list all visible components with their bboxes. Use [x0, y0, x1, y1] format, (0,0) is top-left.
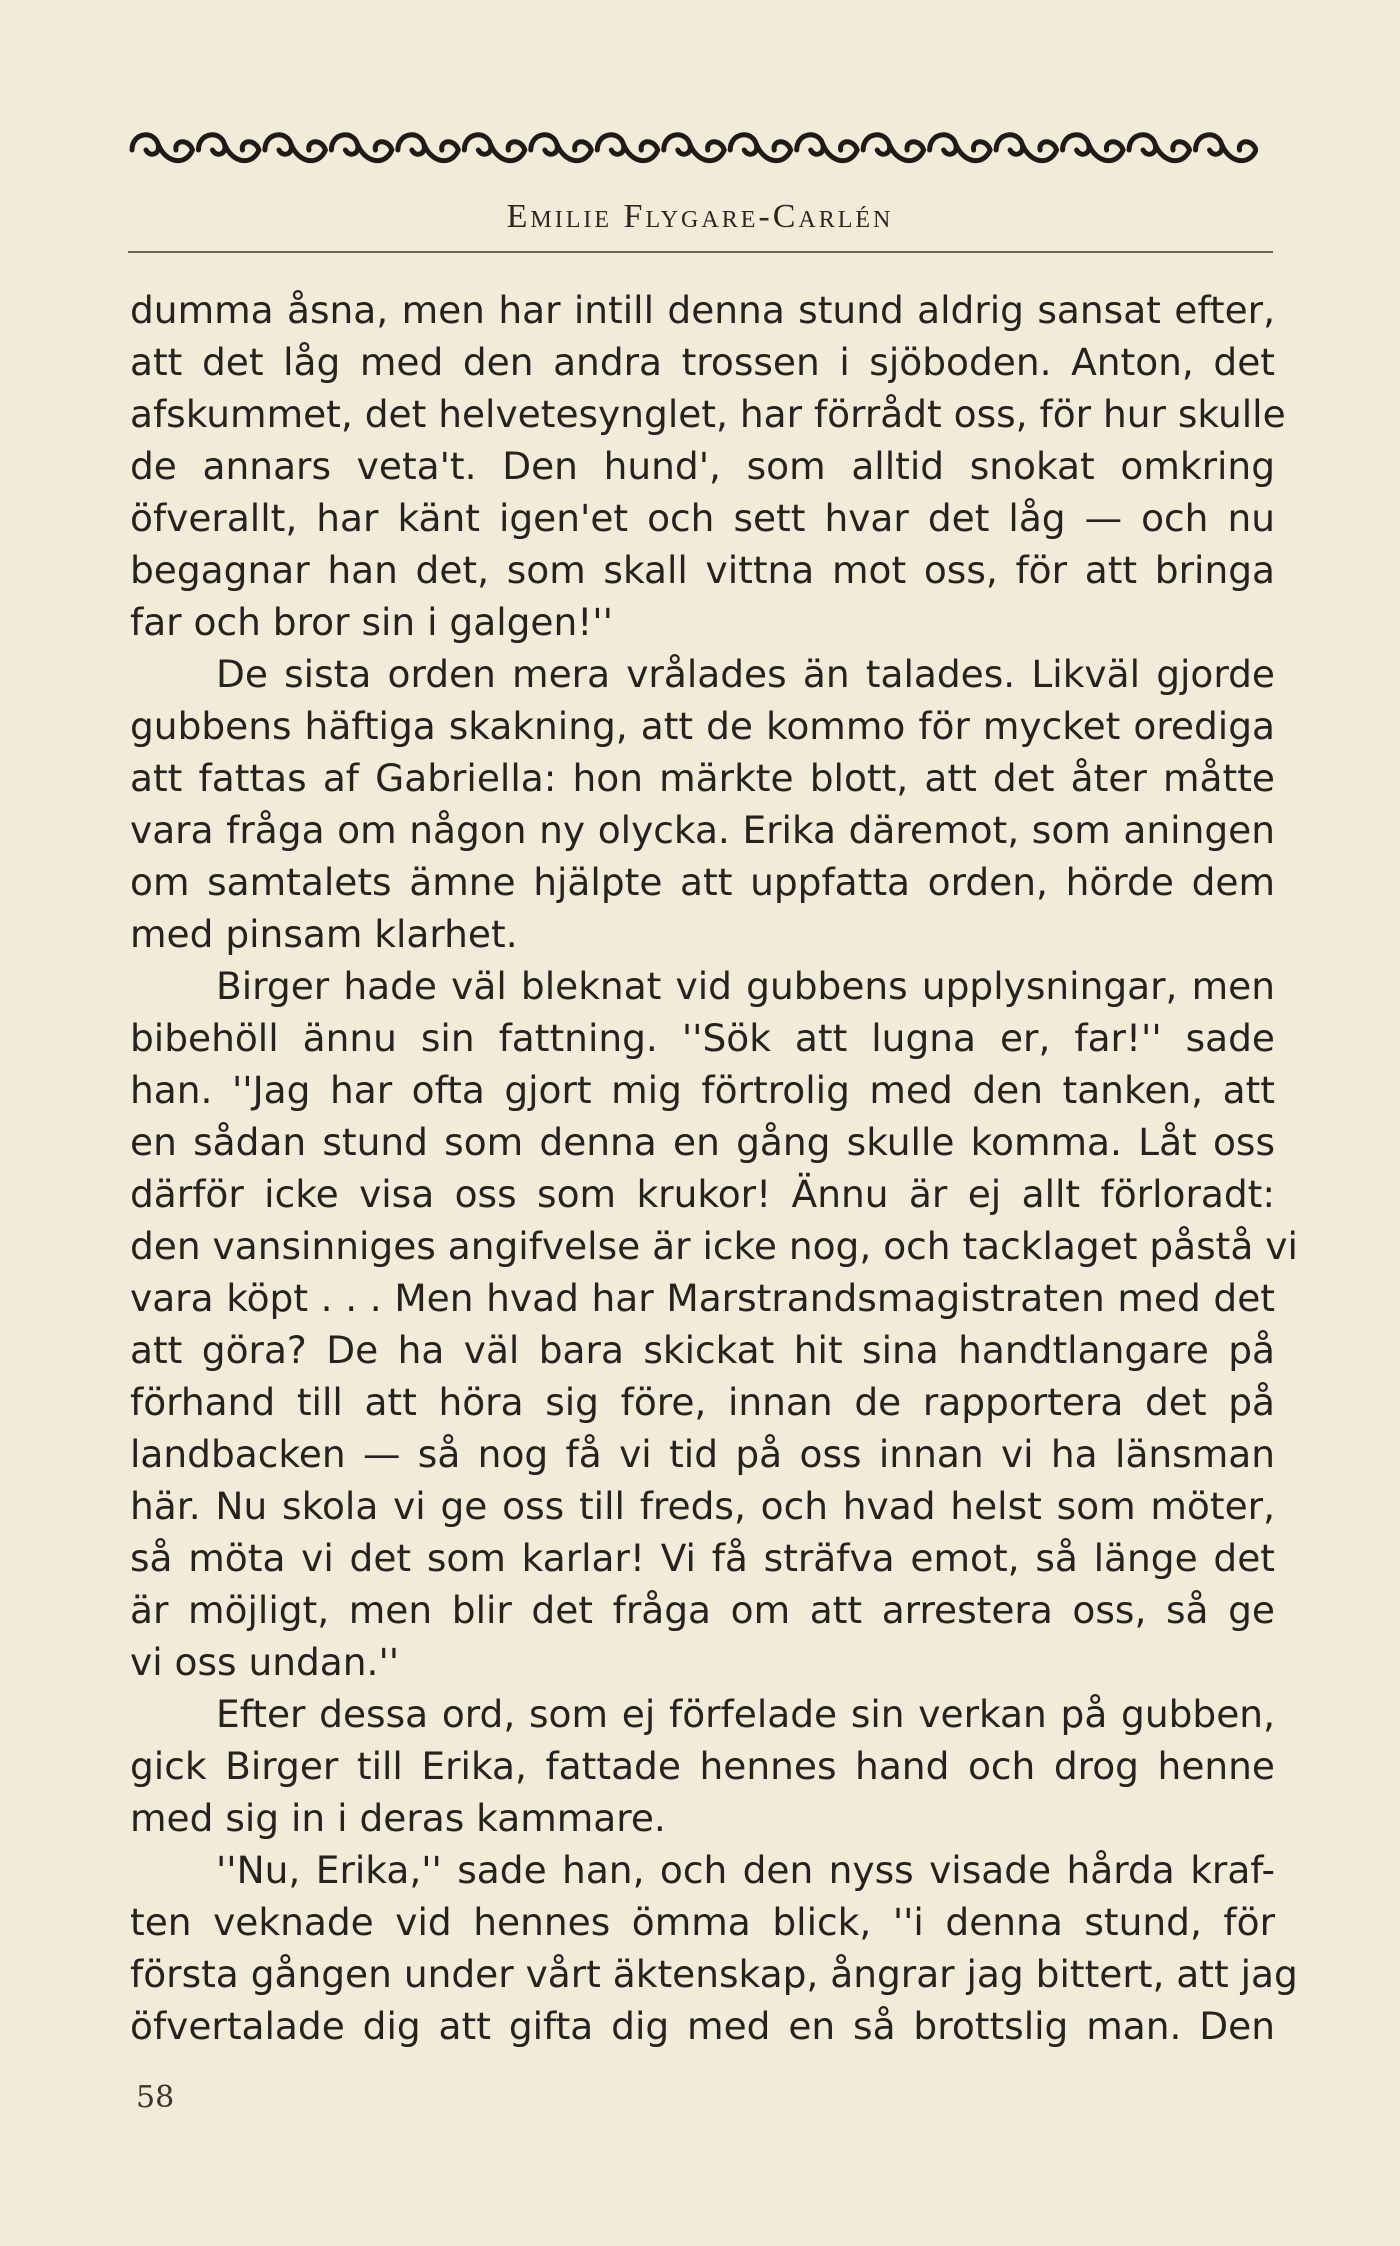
- text-line: Efter dessa ord, som ej förfelade sin verkan på gubben,: [216, 1692, 1275, 1736]
- text-line: öfverallt, har känt igen'et och sett hvar det låg — och nu: [130, 496, 1275, 540]
- ornament-scroll: [664, 135, 724, 161]
- ornament-scroll: [597, 135, 657, 161]
- ornament-scroll: [930, 135, 990, 161]
- ornament-scroll: [1063, 135, 1123, 161]
- text-line: att fattas af Gabriella: hon märkte blott, att det åter måtte: [130, 756, 1275, 800]
- text-line: De sista orden mera vrålades än talades. Likväl gjorde: [216, 652, 1275, 696]
- text-line: därför icke visa oss som krukor! Ännu är ej allt förloradt:: [130, 1172, 1275, 1216]
- text-line: ten veknade vid hennes ömma blick, ''i denna stund, för: [130, 1900, 1275, 1944]
- text-line: med pinsam klarhet.: [130, 912, 518, 956]
- body-text: [130, 284, 1298, 2052]
- text-line: Birger hade väl bleknat vid gubbens upplysningar, men: [216, 964, 1275, 1008]
- running-header-author: Emilie Flygare-Carlén: [506, 198, 894, 235]
- text-line: vara köpt . . . Men hvad har Marstrandsmagistraten med det: [130, 1276, 1275, 1320]
- text-line: den vansinniges angifvelse är icke nog, och tacklaget påstå vi: [130, 1224, 1298, 1268]
- text-line: en sådan stund som denna en gång skulle komma. Låt oss: [130, 1120, 1275, 1164]
- text-line: med sig in i deras kammare.: [130, 1796, 666, 1840]
- text-line: begagnar han det, som skall vittna mot oss, för att bringa: [130, 548, 1275, 592]
- text-line: de annars veta't. Den hund', som alltid snokat omkring: [130, 444, 1275, 488]
- text-line: att göra? De ha väl bara skickat hit sina handtlangare på: [130, 1328, 1275, 1372]
- text-line: vi oss undan.'': [130, 1640, 400, 1684]
- ornament-scroll: [265, 135, 325, 161]
- ornament-scroll: [531, 135, 591, 161]
- text-line: vara fråga om någon ny olycka. Erika däremot, som aningen: [130, 808, 1275, 852]
- ornament-scroll: [996, 135, 1056, 161]
- ornament-scroll: [398, 135, 458, 161]
- text-line: far och bror sin i galgen!'': [130, 600, 613, 644]
- text-line: att det låg med den andra trossen i sjöboden. Anton, det: [130, 340, 1275, 384]
- text-line: så möta vi det som karlar! Vi få sträfva emot, så länge det: [130, 1536, 1275, 1580]
- text-line: afskummet, det helvetesynglet, har förrådt oss, för hur skulle: [130, 392, 1286, 436]
- ornament-scroll: [132, 135, 192, 161]
- decorative-ornament-band: [128, 120, 1258, 178]
- text-line: är möjligt, men blir det fråga om att arrestera oss, så ge: [130, 1588, 1275, 1632]
- ornament-scroll: [730, 135, 790, 161]
- ornament-scroll: [797, 135, 857, 161]
- page-number: 58: [136, 2080, 175, 2115]
- text-line: dumma åsna, men har intill denna stund aldrig sansat efter,: [130, 288, 1275, 332]
- text-line: förhand till att höra sig före, innan de rapportera det på: [130, 1380, 1275, 1424]
- ornament-scroll: [198, 135, 258, 161]
- text-line: om samtalets ämne hjälpte att uppfatta orden, hörde dem: [130, 860, 1275, 904]
- text-line: öfvertalade dig att gifta dig med en så brottslig man. Den: [130, 2004, 1275, 2048]
- header-rule: [128, 251, 1273, 253]
- text-line: här. Nu skola vi ge oss till freds, och hvad helst som möter,: [130, 1484, 1275, 1528]
- text-line: ''Nu, Erika,'' sade han, och den nyss visade hårda kraf-: [216, 1848, 1275, 1892]
- text-line: gick Birger till Erika, fattade hennes hand och drog henne: [130, 1744, 1275, 1788]
- ornament-scroll: [863, 135, 923, 161]
- ornament-scroll: [331, 135, 391, 161]
- ornament-scroll: [1129, 135, 1189, 161]
- text-line: han. ''Jag har ofta gjort mig förtrolig med den tanken, att: [130, 1068, 1275, 1112]
- text-line: gubbens häftiga skakning, att de kommo för mycket orediga: [130, 704, 1275, 748]
- ornament-scroll: [1196, 135, 1256, 161]
- text-line: landbacken — så nog få vi tid på oss innan vi ha länsman: [130, 1432, 1275, 1476]
- ornament-scroll: [464, 135, 524, 161]
- text-line: bibehöll ännu sin fattning. ''Sök att lugna er, far!'' sade: [130, 1016, 1275, 1060]
- text-line: första gången under vårt äktenskap, ångrar jag bittert, att jag: [130, 1952, 1298, 1996]
